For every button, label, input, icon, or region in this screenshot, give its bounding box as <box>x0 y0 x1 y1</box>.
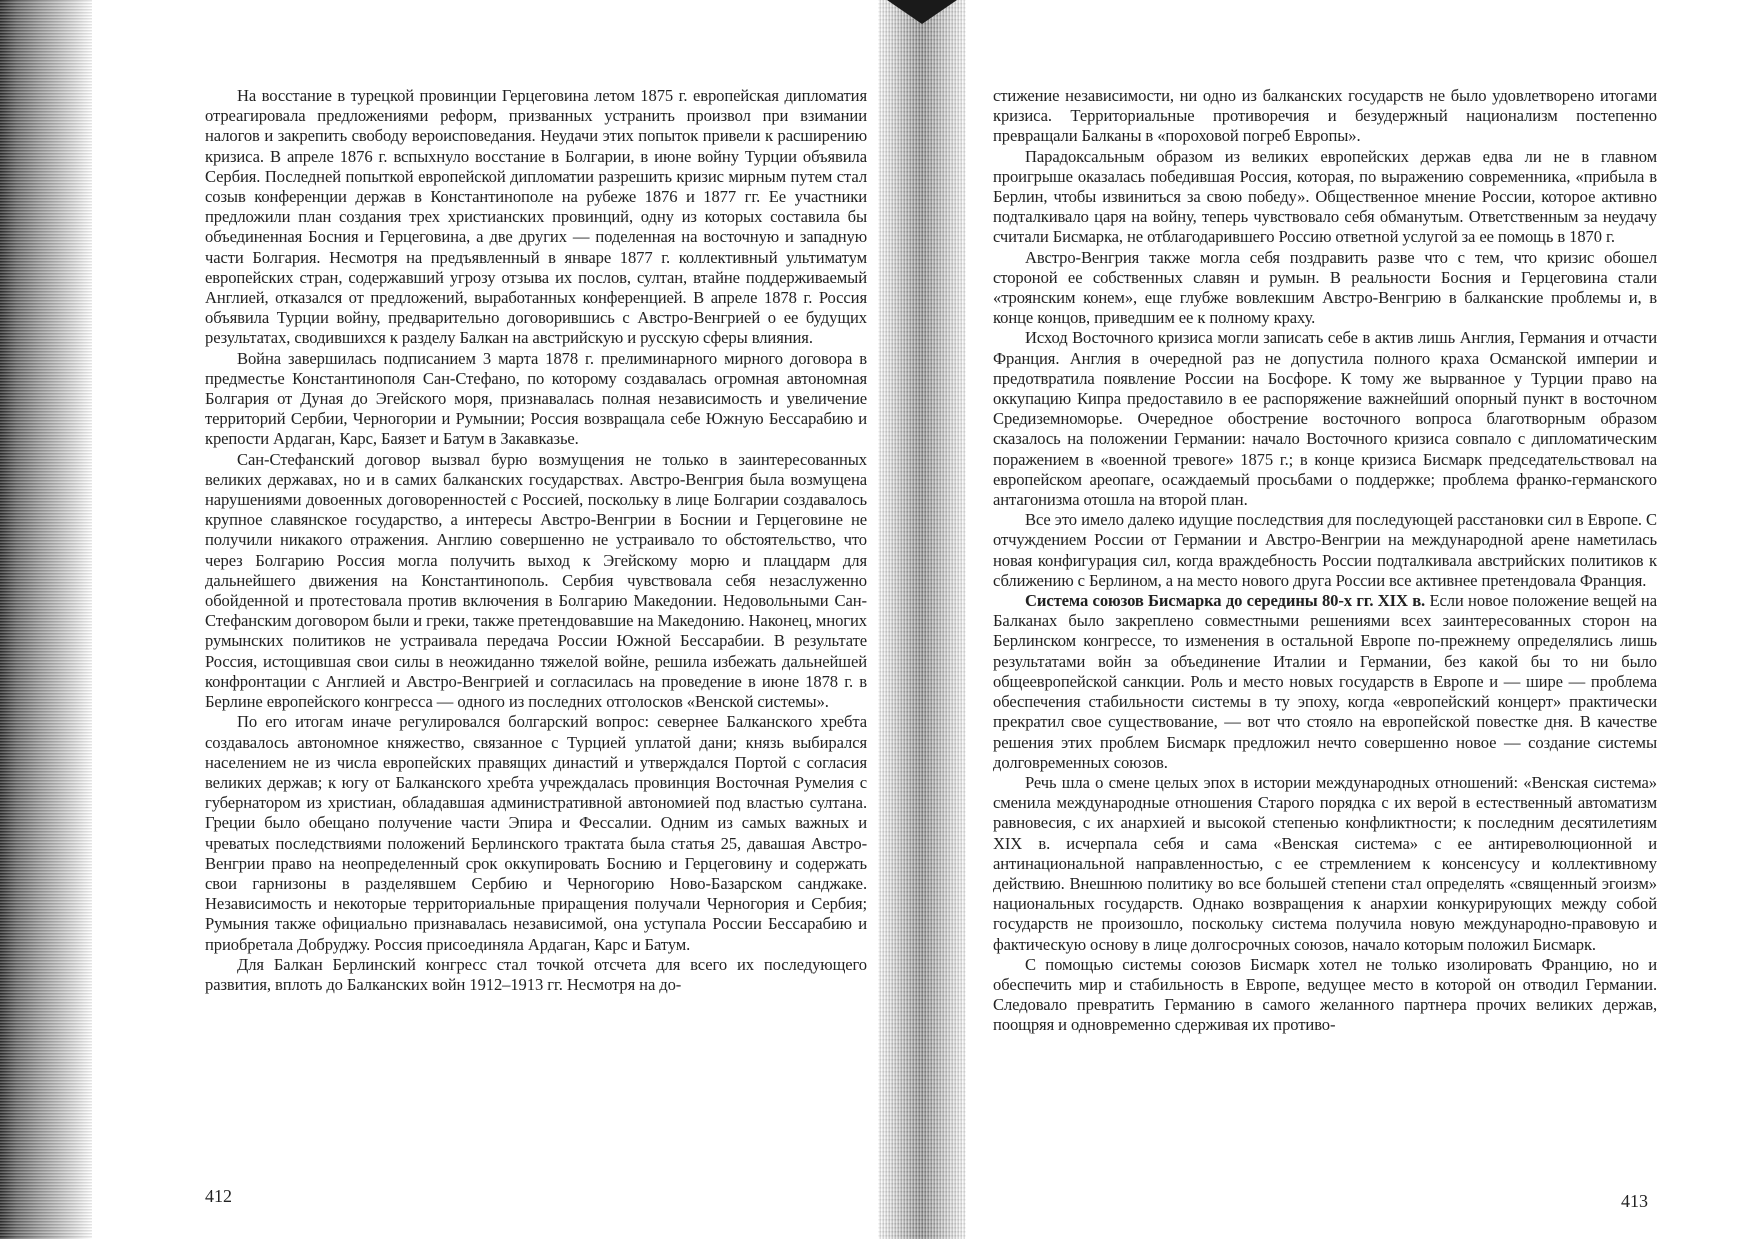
paragraph: На восстание в турецкой провинции Герцеговина летом 1875 г. европейская дипломатия отреагировала предложениями реформ, призванных устранить произвол при взимании налогов и закрепить свободу вероисповедания. Неудачи этих попыток привели к расширению кризиса. В апреле 1876 г. вспыхнуло восстание в Болгарии, в июне войну Турции объявила Сербия. Последней попыткой европейской дипломатии разрешить кризис мирным путем стал созыв конференции держав в Константинополе на рубеже 1876 и 1877 гг. Ее участники предложили план создания трех христианских провинций, одну из которых составила бы объединенная Босния и Герцеговина, а две других — поделенная на восточную и западную части Болгария. Несмотря на предъявленный в январе 1877 г. коллективный ультиматум европейских стран, содержавший угрозу отзыва их послов, султан, втайне поддерживаемый Англией, отказался от предложений, выработанных конференцией. В апреле 1878 г. Россия объявила Турции войну, предварительно договорившись с Австро-Венгрией о ее будущих результатах, сводившихся к разделу Балкан на австрийскую и русскую сферы влияния. <box>205 86 867 348</box>
paragraph: Парадоксальным образом из великих европейских держав едва ли не в главном проигрыше оказалась победившая Россия, которая, по выражению современника, «прибыла в Берлин, чтобы извиниться за свою победу». Общественное мнение России, которое активно подталкивало царя на войну, теперь чувствовало себя обманутым. Ответственным за неудачу считали Бисмарка, не отблагодарившего Россию ответной услугой за ее помощь в 1870 г. <box>993 146 1657 247</box>
paragraph: Для Балкан Берлинский конгресс стал точкой отсчета для всего их последующего развития, вплоть до Балканских войн 1912–1913 гг. Несмотря на до- <box>205 954 867 994</box>
section-paragraph <box>993 591 1657 773</box>
paragraph: По его итогам иначе регулировался болгарский вопрос: севернее Балканского хребта создавалось автономное княжество, связанное с Турцией уплатой дани; князь выбирался населением не из числа европейских правящих династий и утверждался Портой с согласия великих держав; к югу от Балканского хребта учреждалась провинция Восточная Румелия с губернатором из христиан, обладавшая административной автономией под властью султана. Греции было обещано получение части Эпира и Фессалии. Одним из самых важных и чреватых последствиями положений Берлинского трактата была статья 25, давашая Австро-Венгрии право на неопределенный срок оккупировать Боснию и Герцеговину и содержать свои гарнизоны в разделявшем Сербию и Черногорию Ново-Базарском санджаке. Независимость и некоторые территориальные приращения получали Черногория и Сербия; Румыния также официально признавалась независимой, она уступала России Бессарабию и приобретала Добруджу. Россия присоединяла Ардаган, Карс и Батум. <box>205 712 867 954</box>
paragraph: С помощью системы союзов Бисмарк хотел не только изолировать Францию, но и обеспечить мир и стабильность в Европе, ведущее место в которой он отводил Германии. Следовало превратить Германию в самого желанного партнера прочих великих держав, поощряя и одновременно сдерживая их противо- <box>993 954 1657 1035</box>
section-text: Если новое положение вещей на Балканах было закреплено совместными решениями всех заинтересованных сторон на Берлинском конгрессе, то изменения в остальной Европе по-прежнему определялись лишь результатами войн за объединение Италии и Германии, без какой бы то ни было общеевропейской санкции. Роль и место новых государств в Европе и — шире — проблема обеспечения стабильности системы в ту эпоху, когда «европейский концерт» практически прекратил свое существование, — вот что стояло на европейской повестке дня. В качестве решения этих проблем Бисмарк предложил нечто совершенно новое — создание системы долговременных союзов. <box>993 591 1657 772</box>
page-number-left: 412 <box>205 1186 232 1206</box>
paragraph: Австро-Венгрия также могла себя поздравить разве что с тем, что кризис обошел стороной ее собственных славян и румын. В реальности Босния и Герцеговина стали «троянским конем», еще глубже вовлекшим Австро-Венгрию в балканские проблемы и, в конце концов, приведшим ее к полному краху. <box>993 247 1657 328</box>
paragraph: Все это имело далеко идущие последствия для последующей расстановки сил в Европе. С отчуждением России от Германии и Австро-Венгрии на международной арене наметилась новая конфигурация сил, когда враждебность России подталкивала австрийских политиков к сближению с Берлином, а на место нового друга России все активнее претендовала Франция. <box>993 510 1657 590</box>
right-page <box>993 86 1657 1036</box>
paragraph: Речь шла о смене целых эпох в истории международных отношений: «Венская система» сменила международные отношения Старого порядка с их верой в естественный автоматизм равновесия, с их анархией и высокой степенью конфликтности; к последним десятилетиям XIX в. исчерпала себя и сама «Венская система» с ее антиреволюционной и антинациональной направленностью, с ее стремлением к консенсусу и коллективному действию. Внешнюю политику во все большей степени стал определять «священный эгоизм» национальных государств. Однако возвращения к анархии конкурирующих между собой государств не произошло, поскольку система получила новую международно-правовую и фактическую основу в лице долгосрочных союзов, начало которым положил Бисмарк. <box>993 772 1657 954</box>
paragraph: Сан-Стефанский договор вызвал бурю возмущения не только в заинтересованных великих державах, но и в самих балканских государствах. Австро-Венгрия была возмущена нарушениями довоенных договоренностей с Россией, поскольку в лице Болгарии создавалось крупное славянское государство, а интересы Австро-Венгрии в Боснии и Герцеговине не получили никакого отражения. Англию совершенно не устраивало то обстоятельство, что через Болгарию Россия могла получить выход к Эгейскому морю и плацдарм для дальнейшего движения на Константинополь. Сербия чувствовала себя незаслуженно обойденной и протестовала против включения в Болгарию Македонии. Недовольными Сан-Стефанским договором были и греки, также претендовавшие на Македонию. Наконец, многих румынских политиков не устраивала передача России Южной Бессарабии. В результате Россия, истощившая свои силы в неожиданно тяжелой войне, решила избежать дальнейшей конфронтации с Англией и Австро-Венгрией и согласилась на проведение в июне 1878 г. в Берлине европейского конгресса — одного из последних отголосков «Венской системы». <box>205 449 867 712</box>
page-number-right: 413 <box>1621 1191 1648 1211</box>
left-page <box>205 86 867 995</box>
page-edge-shadow <box>0 0 92 1239</box>
section-heading: Система союзов Бисмарка до середины 80-х гг. XIX в. <box>1025 591 1426 611</box>
book-gutter <box>878 0 966 1239</box>
gutter-binding-mark <box>887 0 957 24</box>
paragraph: Война завершилась подписанием 3 марта 1878 г. прелиминарного мирного договора в предместье Константинополя Сан-Стефано, по которому создавалась огромная автономная Болгария от Дуная до Эгейского моря, признавалась полная независимость и увеличение территорий Сербии, Черногории и Румынии; Россия возвращала себе Южную Бессарабию и крепости Ардаган, Карс, Баязет и Батум в Закавказье. <box>205 348 867 449</box>
paragraph: Исход Восточного кризиса могли записать себе в актив лишь Англия, Германия и отчасти Франция. Англия в очередной раз не допустила полного краха Османской империи и предотвратила появление России на Босфоре. К тому же вырванное у Турции право на оккупацию Кипра предоставило в ее распоряжение важнейший опорный пункт в восточном Средиземноморье. Очередное обострение восточного вопроса благотворным образом сказалось на положении Германии: начало Восточного кризиса совпало с дипломатическим поражением в «военной тревоге» 1875 г.; в конце кризиса Бисмарк председательствовал на европейском ареопаге, осаждаемый просьбами о поддержке; проблема франко-германского антагонизма отошла на второй план. <box>993 328 1657 510</box>
paragraph-continuation: стижение независимости, ни одно из балканских государств не было удовлетворено итогами кризиса. Территориальные противоречия и безудержный национализм постепенно превращали Балканы в «пороховой погреб Европы». <box>993 86 1657 146</box>
